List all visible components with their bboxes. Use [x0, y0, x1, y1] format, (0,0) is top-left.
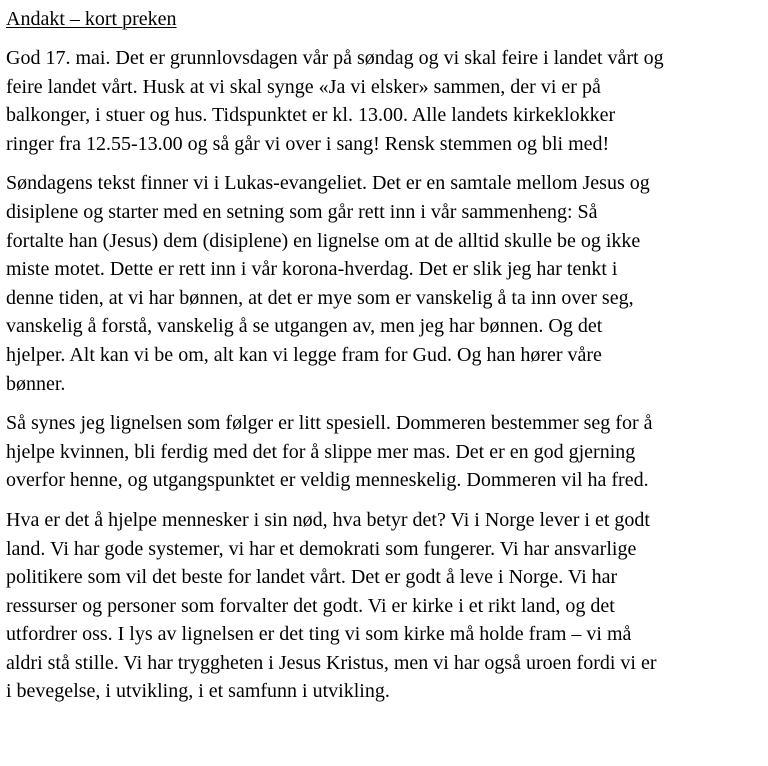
paragraph-line: fortalte han (Jesus) dem (disiplene) en lignelse om at de alltid skulle be og ikke	[6, 229, 641, 252]
paragraph-line: hjelper. Alt kan vi be om, alt kan vi legge fram for Gud. Og han hører våre	[6, 343, 602, 366]
paragraph-line: miste motet. Dette er rett inn i vår korona-hverdag. Det er slik jeg har tenkt i	[6, 258, 618, 281]
paragraph-line: aldri stå stille. Vi har tryggheten i Jesus Kristus, men vi har også uroen fordi vi er	[6, 651, 657, 674]
paragraph-line: vanskelig å forstå, vanskelig å se utgangen av, men jeg har bønnen. Og det	[6, 315, 603, 338]
paragraph-line: feire landet vårt. Husk at vi skal synge «Ja vi elsker» sammen, der vi er på	[6, 75, 601, 98]
paragraph-line: hjelpe kvinnen, bli ferdig med det for å slippe mer mas. Det er en god gjerning	[6, 440, 636, 463]
paragraph-1	[6, 44, 756, 158]
document-page	[0, 7, 768, 766]
paragraph-line: land. Vi har gode systemer, vi har et demokrati som fungerer. Vi har ansvarlige	[6, 537, 637, 560]
paragraph-4	[6, 506, 756, 706]
paragraph-2	[6, 169, 756, 398]
paragraph-line: overfor henne, og utgangspunktet er veldig menneskelig. Dommeren vil ha fred.	[6, 469, 649, 492]
paragraph-line: i bevegelse, i utvikling, i et samfunn i utvikling.	[6, 680, 390, 703]
paragraph-line: ressurser og personer som forvalter det godt. Vi er kirke i et rikt land, og det	[6, 594, 615, 617]
paragraph-line: Så synes jeg lignelsen som følger er litt spesiell. Dommeren bestemmer seg for å	[6, 412, 653, 435]
paragraph-line: utfordrer oss. I lys av lignelsen er det ting vi som kirke må holde fram – vi må	[6, 623, 632, 646]
paragraph-line: bønner.	[6, 372, 66, 395]
paragraph-line: Søndagens tekst finner vi i Lukas-evangeliet. Det er en samtale mellom Jesus og	[6, 172, 650, 195]
paragraph-line: God 17. mai. Det er grunnlovsdagen vår på søndag og vi skal feire i landet vårt og	[6, 47, 664, 69]
paragraph-line: balkonger, i stuer og hus. Tidspunktet er kl. 13.00. Alle landets kirkeklokker	[6, 104, 616, 127]
paragraph-line: politikere som vil det beste for landet vårt. Det er godt å leve i Norge. Vi har	[6, 566, 618, 589]
paragraph-3	[6, 409, 756, 495]
paragraph-line: Hva er det å hjelpe mennesker i sin nød, hva betyr det? Vi i Norge lever i et godt	[6, 508, 650, 531]
document-title: Andakt – kort preken	[6, 8, 177, 30]
paragraph-line: ringer fra 12.55-13.00 og så går vi over i sang! Rensk stemmen og bli med!	[6, 132, 610, 155]
paragraph-line: denne tiden, at vi har bønnen, at det er mye som er vanskelig å ta inn over seg,	[6, 286, 634, 309]
paragraph-line: disiplene og starter med en setning som går rett inn i vår sammenheng: Så	[6, 200, 598, 223]
